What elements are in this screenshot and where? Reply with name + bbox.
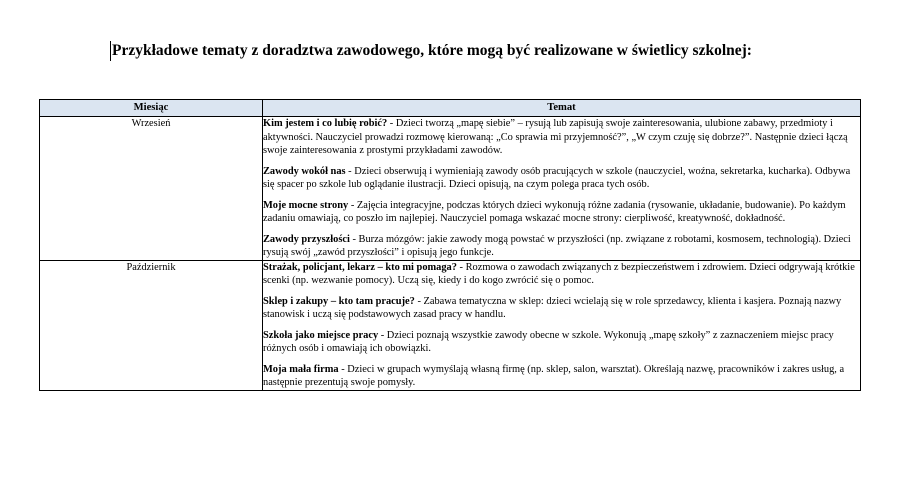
- topic-title: Strażak, policjant, lekarz – kto mi pomaga?: [263, 261, 457, 273]
- topic-description: - Dzieci tworzą „mapę siebie” – rysują lub zapisują swoje zainteresowania, ulubione zabawy, przedmioty i aktywności. Nauczyciel prowadzi rozmowę kierowaną: „Co sprawia mi przyjemność?”, „W czym czuję się dobrze?”. Następnie dzieci łączą swoje zainteresowania z prostymi przykładami zawodów.: [263, 118, 848, 156]
- topic-entry: [263, 261, 860, 288]
- topic-entry: [263, 199, 860, 226]
- topic-description: - Dzieci obserwują i wymieniają zawody osób pracujących w szkole (nauczyciel, woźna, sekretarka, kucharka). Odbywa się spacer po szkole lub oglądanie ilustracji. Dzieci opisują, na czym polega praca tych osób.: [263, 165, 851, 190]
- topics-table: [39, 99, 861, 391]
- header-month: Miesiąc: [40, 100, 263, 117]
- text-cursor: [110, 41, 111, 61]
- topic-entry: [263, 363, 860, 390]
- month-cell: Wrzesień: [40, 117, 263, 261]
- topic-entry: [263, 117, 860, 158]
- topic-title: Kim jestem i co lubię robić?: [263, 118, 388, 129]
- topic-title: Sklep i zakupy – kto tam pracuje?: [263, 295, 415, 307]
- topic-title: Zawody wokół nas: [263, 165, 346, 177]
- topic-description: - Dzieci w grupach wymyślają własną firmę (np. sklep, salon, warsztat). Określają nazwę, pracowników i zakres usług, a następnie prezentują swoje pomysły.: [263, 363, 845, 388]
- table-row: [40, 260, 861, 390]
- page-title: Przykładowe tematy z doradztwa zawodowego, które mogą być realizowane w świetlicy szkolnej:: [112, 42, 752, 59]
- topic-description: - Burza mózgów: jakie zawody mogą powstać w przyszłości (np. związane z robotami, kosmosem, technologią). Dzieci rysują swój „zawód przyszłości” i opisują jego funkcje.: [263, 233, 851, 258]
- topic-title: Moje mocne strony: [263, 199, 349, 211]
- topic-title: Szkoła jako miejsce pracy: [263, 329, 379, 341]
- topic-entry: [263, 233, 860, 260]
- table-row: [40, 117, 861, 261]
- topic-description: - Zabawa tematyczna w sklep: dzieci wcielają się w role sprzedawcy, klienta i kasjera. Poznają nazwy stanowisk i uczą się podstawowych zasad pracy w handlu.: [263, 295, 842, 320]
- table-header-row: [40, 100, 861, 117]
- month-cell: Październik: [40, 260, 263, 390]
- header-topic: Temat: [263, 100, 861, 117]
- topic-entry: [263, 165, 860, 192]
- topic-entry: [263, 329, 860, 356]
- topic-description: - Rozmowa o zawodach związanych z bezpieczeństwem i zdrowiem. Dzieci odgrywają krótkie scenki (np. wezwanie pomocy). Uczą się, kiedy i do kogo zwrócić się o pomoc.: [263, 261, 855, 286]
- topic-entry: [263, 295, 860, 322]
- topic-cell: [263, 117, 861, 261]
- topic-title: Zawody przyszłości: [263, 233, 350, 245]
- topic-cell: [263, 260, 861, 390]
- topic-description: - Zajęcia integracyjne, podczas których dzieci wykonują różne zadania (rysowanie, układanie, budowanie). Po każdym zadaniu omawiają, co poszło im najlepiej. Nauczyciel pomaga wskazać mocne strony: cierpliwość, kreatywność, dokładność.: [263, 199, 846, 224]
- topic-description: - Dzieci poznają wszystkie zawody obecne w szkole. Wykonują „mapę szkoły” z zaznaczeniem miejsc pracy różnych osób i omawiają ich obowiązki.: [263, 329, 834, 354]
- topic-title: Moja mała firma: [263, 363, 339, 375]
